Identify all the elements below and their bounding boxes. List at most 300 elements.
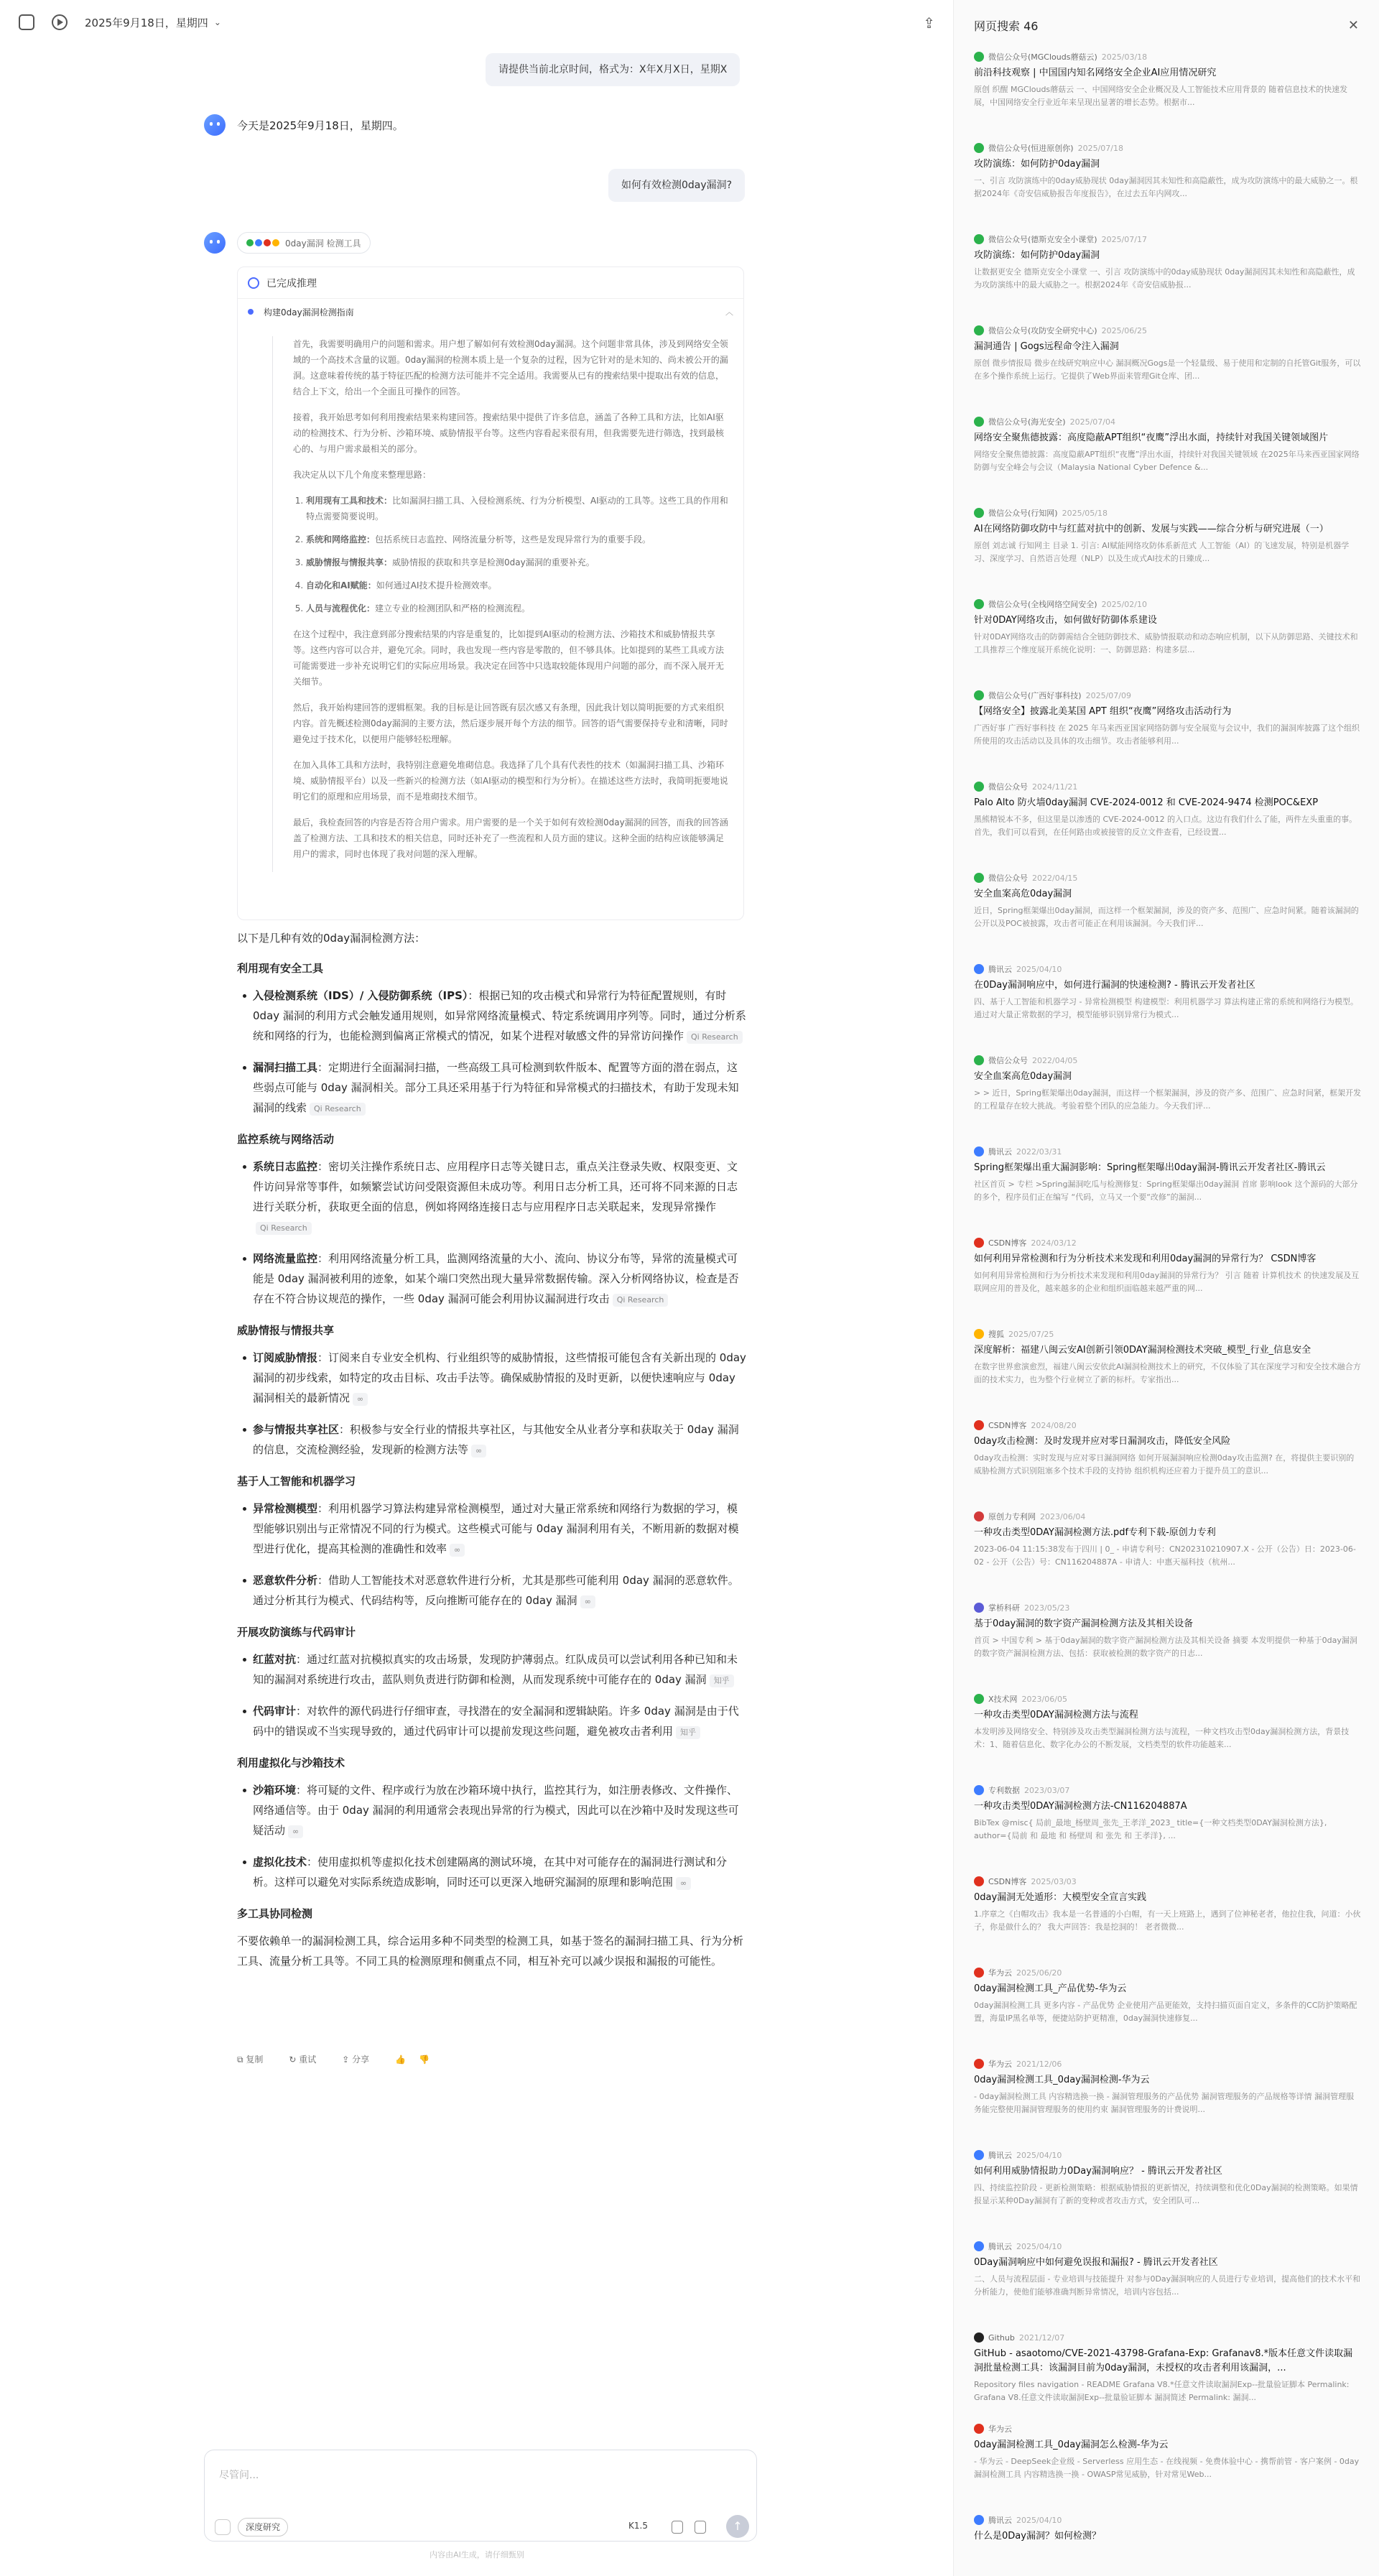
source-favicon-icon (974, 417, 984, 427)
conversation-title[interactable]: 2025年9月18日，星期四 (85, 16, 208, 29)
result-source (974, 233, 1362, 246)
search-result[interactable] (974, 50, 1362, 109)
result-date: 2021/12/07 (1018, 2332, 1065, 2343)
source-favicon-icon (974, 1055, 984, 1065)
share-icon[interactable]: ⇪ (923, 14, 935, 32)
source-favicon-icon (974, 2059, 984, 2069)
result-snippet: 原创 织醒 MGClouds蘑菇云 一、中国网络安全企业概况及人工智能技术应用背景的 随着信息技术的快速发展，中国网络安全行业近年来呈现出显著的增长态势。根据市... (974, 85, 1348, 107)
source-name: 腾讯云 (988, 965, 1012, 974)
result-source (974, 1419, 1362, 1432)
settings-icon[interactable] (695, 2521, 706, 2534)
search-result[interactable] (974, 1419, 1362, 1478)
citation-tag[interactable]: ∞ (676, 1877, 691, 1890)
section-paragraph: 不要依赖单一的漏洞检测工具，综合运用多种不同类型的检测工具，如基于签名的漏洞扫描工具、行为分析工具、流量分析工具等。不同工具的检测原理和侧重点不同，相互补充可以减少误报和漏报的可能性。 (237, 1935, 744, 1968)
item-text: 包括系统日志监控、网络流量分析等，这些是发现异常行为的重要手段。 (375, 534, 651, 545)
citation-tag[interactable]: ∞ (353, 1393, 368, 1406)
search-result[interactable] (974, 871, 1362, 930)
search-result[interactable] (974, 142, 1362, 200)
reasoning-paragraph: 在加入具体工具和方法时，我特别注意避免堆砌信息。我选择了几个具有代表性的技术（如漏洞扫描工具、沙箱环境、威胁情报平台）以及一些新兴的检测方法（如AI驱动的模型和行为分析）。在描述这些方法时，我简明扼要地说明它们的原理和应用场景，而不是堆砌技术细节。 (293, 760, 728, 802)
assistant-avatar (204, 114, 226, 136)
section-heading: 多工具协同检测 (237, 1907, 313, 1920)
item-title: 代码审计 (253, 1705, 297, 1718)
copy-button[interactable]: ⧉ 复制 (237, 2054, 264, 2065)
search-result[interactable] (974, 2514, 1362, 2547)
result-title[interactable]: 一种攻击类型0DAY漏洞检测方法-CN116204887A (974, 1801, 1187, 1812)
result-title[interactable]: 攻防演练：如何防护0day漏洞 (974, 159, 1100, 170)
result-date: 2025/07/09 (1085, 690, 1131, 700)
source-name: 微信公众号(德斯克安全小课堂) (988, 235, 1097, 244)
close-icon[interactable]: ✕ (1347, 17, 1359, 33)
answer-list-item (253, 986, 747, 1046)
item-text: ：对软件的源代码进行仔细审查，寻找潜在的安全漏洞和逻辑缺陷。许多 0day 漏洞是由于代码中的错误或不当实现导致的，通过代码审计可以提前发现这些问题，避免被攻击者利用 (253, 1705, 739, 1738)
source-favicon-icon (974, 2241, 984, 2251)
source-favicon-icon (974, 234, 984, 244)
result-snippet: 黑熊精锐本不多，但这里是以渗透的 CVE-2024-0012 的入口点。这边有我们什么了能，两件左头重重的事。首先，我们可以看到，在任何路由或被接管的反立文件查看，已经设置... (974, 815, 1357, 837)
result-title[interactable]: 0Day漏洞响应中如何避免误报和漏报? - 腾讯云开发者社区 (974, 2257, 1218, 2268)
item-text: ：使用虚拟机等虚拟化技术创建隔离的测试环境，在其中对可能存在的漏洞进行测试和分析。这样可以避免对实际系统造成影响，同时还可以更深入地研究漏洞的原理和影响范围 (253, 1855, 728, 1889)
search-result[interactable] (974, 2240, 1362, 2299)
share-button[interactable]: ⇪ 分享 (342, 2054, 370, 2065)
result-snippet: 网络安全聚焦德披露：高度隐蔽APT组织“夜鹰”浮出水面，持续针对我国关键领域 在2025年马来西亚国家网络防御与安全峰会与会议（Malaysia National Cyber Defence &... (974, 450, 1360, 472)
result-date: 2025/04/10 (1016, 2241, 1062, 2251)
source-favicon-icon (974, 2150, 984, 2160)
search-result[interactable] (974, 324, 1362, 383)
item-title: 入侵检测系统（IDS）/ 入侵防御系统（IPS） (253, 989, 468, 1002)
result-title[interactable]: 安全血案高危0day漏洞 (974, 1071, 1072, 1082)
result-source (974, 598, 1362, 611)
result-date: 2025/07/25 (1008, 1329, 1054, 1339)
answer-list-item (253, 1780, 747, 1840)
search-result[interactable] (974, 1328, 1362, 1386)
result-title[interactable]: Spring框架爆出重大漏洞影响：Spring框架曝出0day漏洞-腾讯云开发者社区-腾讯云 (974, 1162, 1326, 1173)
answer-list-item (253, 1701, 747, 1741)
section-heading: 开展攻防演练与代码审计 (237, 1626, 356, 1639)
result-source (974, 689, 1362, 702)
result-snippet: 原创 刘志诚 行知网主 目录 1. 引言: AI赋能网络攻防体系新范式 人工智能（AI）的飞速发展，特别是机器学习、深度学习、自然语言处理（NLP）以及生成式AI技术的日臻成... (974, 541, 1350, 563)
result-date: 2025/07/17 (1101, 234, 1147, 244)
model-selector[interactable]: K1.5 (628, 2521, 648, 2531)
result-date: 2025/03/03 (1031, 1876, 1077, 1886)
section-heading: 监控系统与网络活动 (237, 1133, 335, 1146)
result-snippet: 原创 微步情报局 微步在线研究响应中心 漏洞概况Gogs是一个轻量级、易于使用和定制的自托管Git服务，可以在多个操作系统上运行。它提供了Web界面来管理Git仓库、团... (974, 358, 1361, 381)
source-favicon-icon (974, 690, 984, 700)
reasoning-paragraph: 然后，我开始构建回答的逻辑框架。我的目标是让回答既有层次感又有条理，因此我计划以简明扼要的方式来组织内容。首先概述检测0day漏洞的主要方法，然后逐步展开每个方法的细节。回答的语气需要保持专业和清晰，同时避免过于技术化，以便用户能够轻松理解。 (293, 703, 728, 744)
item-text: ：密切关注操作系统日志、应用程序日志等关键日志，重点关注登录失败、权限变更、文件访问异常等事件，如频繁尝试访问受限资源但未成功等。利用日志分析工具，还可将不同来源的日志进行关联分析，获取更全面的信息，例如将网络连接日志与应用程序日志关联起来，发现异常操作 (253, 1160, 738, 1213)
answer-list-item (253, 1348, 747, 1408)
citation-tag[interactable]: ∞ (288, 1825, 303, 1838)
source-name: 微信公众号(恒进原创你) (988, 144, 1074, 153)
tools-icon[interactable] (215, 2519, 231, 2535)
chat-input-box[interactable] (204, 2450, 757, 2542)
result-title[interactable]: Palo Alto 防火墙0day漏洞 CVE-2024-0012 和 CVE-2024-9474 检测POC&EXP (974, 797, 1319, 808)
send-button[interactable]: ↑ (726, 2515, 749, 2538)
assistant-avatar (204, 232, 226, 254)
chat-input[interactable]: 尽管问... (219, 2470, 259, 2481)
result-source (974, 142, 1362, 154)
search-tool-label: 0day漏洞 检测工具 (285, 238, 361, 249)
search-panel (954, 0, 1379, 2576)
retry-label: 重试 (299, 2054, 317, 2065)
search-result[interactable] (974, 598, 1362, 657)
reasoning-list-item (306, 601, 732, 616)
thumbs-up-icon[interactable]: 👍 (395, 2054, 407, 2065)
search-result[interactable] (974, 2149, 1362, 2207)
source-favicon-icon (974, 873, 984, 883)
result-snippet: 四、持续监控阶段 - 更新检测策略：根据威胁情报的更新情况，持续调整和优化0Day漏洞的检测策略。如果情报显示某种0Day漏洞有了新的变种或者攻击方式，安全团队可... (974, 2183, 1358, 2205)
result-date: 2023/06/04 (1040, 1511, 1086, 1521)
result-title[interactable]: AI在网络防御攻防中与红蓝对抗中的创新、发展与实践——综合分析与研究进展（一） (974, 524, 1329, 534)
result-source (974, 1054, 1362, 1067)
result-date: 2023/03/07 (1024, 1785, 1070, 1795)
reasoning-list-item (306, 578, 732, 593)
reasoning-step-label: 构建0day漏洞检测指南 (264, 307, 354, 318)
retry-button[interactable]: ↻ 重试 (289, 2054, 317, 2065)
source-name: 微信公众号(海光安全) (988, 417, 1066, 427)
share-label: 分享 (352, 2054, 370, 2065)
item-text: ：通过红蓝对抗模拟真实的攻击场景，发现防护薄弱点。红队成员可以尝试利用各种已知和未知的漏洞对系统进行攻击，蓝队则负责进行防御和检测，从而发现系统中可能存在的 0day 漏洞 (253, 1653, 738, 1686)
reasoning-status: 已完成推理 (266, 277, 317, 289)
result-snippet: 四、基于人工智能和机器学习 - 异常检测模型 构建模型：利用机器学习 算法构建正常的系统和网络行为模型。通过对大量正常数据的学习，模型能够识别异常行为模式... (974, 997, 1358, 1019)
result-source (974, 1966, 1362, 1979)
source-favicon-icon (974, 2332, 984, 2343)
search-result[interactable] (974, 1054, 1362, 1113)
result-date: 2022/04/05 (1032, 1055, 1078, 1065)
reasoning-paragraph: 接着，我开始思考如何利用搜索结果来构建回答。搜索结果中提供了许多信息，涵盖了各种工具和方法，比如AI驱动的检测技术、行为分析、沙箱环境、威胁情报平台等。这些内容看起来很有用，但我需要先进行筛选，找到最核心的、与用户需求最相关的部分。 (293, 412, 725, 454)
result-snippet: 近日，Spring框架爆出0day漏洞，而这样一个框架漏洞，涉及的资产多、范围广、应急时间紧。随着该漏洞的公开以及POC被披露，攻击者可能正在利用该漏洞。今天我们评... (974, 906, 1359, 928)
source-name: 华为云 (988, 1968, 1012, 1978)
result-snippet: - 0day漏洞检测工具 内容精选换一换 - 漏洞管理服务的产品优势 漏洞管理服务的产品规格等详情 漏洞管理服务能完整使用漏洞管理服务的使用约束 漏洞管理服务的计费说明... (974, 2092, 1355, 2114)
assistant-message: 今天是2025年9月18日，星期四。 (237, 119, 404, 132)
result-title[interactable]: 如何利用威胁情报助力0Day漏洞响应？ - 腾讯云开发者社区 (974, 2166, 1222, 2177)
result-source (974, 415, 1362, 428)
result-title[interactable]: 【网络安全】披露北美某国 APT 组织“夜鹰”网络攻击活动行为 (974, 706, 1232, 717)
result-title[interactable]: 攻防演练：如何防护0day漏洞 (974, 250, 1100, 261)
result-snippet: 二、人员与流程层面 - 专业培训与技能提升 对参与0Day漏洞响应的人员进行专业培训，提高他们的技术水平和分析能力，使他们能够准确判断异常情况，培训内容包括... (974, 2274, 1361, 2297)
source-name: 腾讯云 (988, 2242, 1012, 2251)
result-date: 2025/04/10 (1016, 964, 1062, 974)
reasoning-list-item (306, 532, 732, 547)
item-text: ：积极参与安全行业的情报共享社区，与其他安全从业者分享和获取关于 0day 漏洞的信息，交流检测经验，发现新的检测方法等 (253, 1423, 739, 1456)
message-actions (237, 2053, 442, 2065)
result-source (974, 1875, 1362, 1888)
answer-list-item (253, 1570, 747, 1611)
search-result[interactable] (974, 1875, 1362, 1934)
new-chat-icon[interactable] (52, 14, 68, 30)
citation-tag[interactable]: Qi Research (687, 1031, 743, 1044)
answer-list-item (253, 1419, 747, 1460)
source-favicon-icon (974, 52, 984, 62)
source-name: 华为云 (988, 2060, 1012, 2069)
source-name: CSDN博客 (988, 1877, 1027, 1886)
source-name: 原创力专利网 (988, 1512, 1036, 1521)
result-date: 2025/06/25 (1101, 325, 1147, 335)
result-source (974, 1601, 1362, 1614)
answer-body (237, 928, 747, 1971)
result-title[interactable]: 网络安全聚焦德披露：高度隐蔽APT组织“夜鹰”浮出水面，持续针对我国关键领域图片 (974, 432, 1329, 443)
source-favicon-icon (974, 508, 984, 518)
section-heading: 利用虚拟化与沙箱技术 (237, 1756, 345, 1769)
search-result[interactable] (974, 1692, 1362, 1751)
item-text: 比如漏洞扫描工具、入侵检测系统、行为分析模型、AI驱动的工具等。这些工具的作用和特点需要简要说明。 (306, 496, 728, 522)
section-heading: 基于人工智能和机器学习 (237, 1475, 356, 1488)
thumbs-down-icon[interactable]: 👎 (419, 2054, 430, 2065)
result-title[interactable]: 0day漏洞检测工具_产品优势-华为云 (974, 1983, 1127, 1994)
result-title[interactable]: 什么是0Day漏洞？如何检测？ (974, 2531, 1101, 2542)
result-source (974, 2422, 1362, 2435)
search-result[interactable] (974, 2057, 1362, 2116)
search-result[interactable] (974, 506, 1362, 565)
sidebar-toggle-icon[interactable] (19, 14, 34, 30)
deep-research-toggle[interactable]: 深度研究 (238, 2518, 288, 2536)
result-date: 2021/12/06 (1016, 2059, 1062, 2069)
result-source (974, 2240, 1362, 2253)
source-favicon-icon (974, 1146, 984, 1157)
source-favicon-icon (974, 143, 984, 153)
search-panel-header (954, 0, 1379, 50)
item-text: ：利用机器学习算法构建异常检测模型，通过对大量正常系统和网络行为数据的学习，模型能够识别出与正常情况不同的行为模式。这些模式可能与 0day 漏洞利用有关，不断用新的数据对模型进行优化，提高其检测的准确性和效率 (253, 1502, 739, 1555)
item-title: 网络流量监控 (253, 1252, 318, 1265)
result-date: 2025/04/10 (1016, 2150, 1062, 2160)
result-title[interactable]: 在0Day漏洞响应中，如何进行漏洞的快速检测? - 腾讯云开发者社区 (974, 980, 1255, 991)
source-name: 微信公众号(MGClouds蘑菇云) (988, 52, 1097, 62)
source-name: 微信公众号(广西好事科技) (988, 691, 1082, 700)
result-source (974, 2149, 1362, 2162)
item-bold: 人员与流程优化： (306, 603, 376, 613)
source-favicon-icon (974, 1511, 984, 1521)
result-title[interactable]: 漏洞通告 | Gogs远程命令注入漏洞 (974, 341, 1119, 352)
item-text: ：借助人工智能技术对恶意软件进行分析，尤其是那些可能利用 0day 漏洞的恶意软件。通过分析其行为模式、代码结构等，反向推断可能存在的 0day 漏洞 (253, 1574, 739, 1607)
result-source (974, 1145, 1362, 1158)
result-source (974, 1784, 1362, 1797)
source-name: 专利数据 (988, 1786, 1020, 1795)
item-title: 红蓝对抗 (253, 1653, 297, 1666)
result-source (974, 963, 1362, 976)
attach-icon[interactable] (672, 2521, 683, 2534)
result-date: 2023/05/23 (1024, 1603, 1070, 1613)
source-favicon-icon (974, 964, 984, 974)
item-title: 沙箱环境 (253, 1784, 297, 1797)
source-name: CSDN博客 (988, 1238, 1027, 1248)
source-name: 微信公众号 (988, 874, 1028, 883)
source-favicon-icon (974, 1876, 984, 1886)
result-title[interactable]: 0day漏洞无处遁形：大模型安全宣言实践 (974, 1892, 1147, 1903)
item-text: 威胁情报的获取和共享是检测0day漏洞的重要补充。 (392, 557, 595, 567)
result-title[interactable]: 前沿科技观察 | 中国国内知名网络安全企业AI应用情况研究 (974, 68, 1217, 78)
section-heading: 利用现有安全工具 (237, 962, 324, 975)
citation-tag[interactable]: Qi Research (613, 1294, 669, 1307)
result-snippet: 社区首页 > 专栏 >Spring漏洞吃瓜与检测修复：Spring框架爆出0day漏洞 首席 影响look 这个源码的大部分的多个，程序员们正在编写 “代码，立马又一个要“改修”的漏洞... (974, 1180, 1358, 1202)
item-title: 异常检测模型 (253, 1502, 318, 1515)
search-result[interactable] (974, 1145, 1362, 1204)
result-title[interactable]: 深度解析：福建八闽云安AI创新引领0DAY漏洞检测技术突破_模型_行业_信息安全 (974, 1345, 1311, 1356)
search-result[interactable] (974, 1966, 1362, 2025)
chevron-down-icon[interactable]: ⌄ (213, 17, 221, 27)
reasoning-body (272, 336, 732, 872)
search-result[interactable] (974, 1784, 1362, 1843)
result-source (974, 780, 1362, 793)
source-favicon-icon (974, 2515, 984, 2525)
result-title[interactable]: 针对0DAY网络攻击，如何做好防御体系建设 (974, 615, 1157, 626)
user-message: 请提供当前北京时间，格式为：X年X月X日，星期X (486, 53, 740, 86)
source-name: 腾讯云 (988, 2151, 1012, 2160)
answer-list-item (253, 1157, 747, 1237)
check-circle-icon (248, 277, 259, 289)
item-title: 系统日志监控 (253, 1160, 318, 1173)
item-text: ：根据已知的攻击模式和异常行为特征配置规则，有时 0day 漏洞的利用方式会触发通用规则，如异常网络流量模式、特定系统调用序列等。同时，通过分析系统和网络的行为，也能检测到偏离正常模式的情况，如某个进程对敏感文件的异常访问操作 (253, 989, 746, 1042)
reasoning-header[interactable] (238, 267, 743, 299)
result-title[interactable]: 基于0day漏洞的数字资产漏洞检测方法及其相关设备 (974, 1618, 1194, 1629)
result-title[interactable]: 0day漏洞检测工具_0day漏洞怎么检测-华为云 (974, 2440, 1169, 2450)
result-title[interactable]: 一种攻击类型0DAY漏洞检测方法与流程 (974, 1710, 1138, 1720)
result-date: 2025/07/18 (1077, 143, 1123, 153)
source-favicon-icon (974, 1785, 984, 1795)
citation-tag[interactable]: 知乎 (676, 1726, 700, 1739)
result-snippet: 1.序章之《白帽攻击》我本是一名普通的小白帽，有一天上班路上，遇到了位神秘老者，他拉住我，问道：小伙子，你是做什么的？ 我大声回答：我是挖洞的！ 老者微微... (974, 1909, 1361, 1932)
result-snippet: Repository files navigation - README Grafana V8.*任意文件读取漏洞Exp--批量验证脚本 Permalink: Grafana V8.任意文件读取漏洞Exp--批量验证脚本 漏洞简述 Permalink: 漏洞... (974, 2380, 1350, 2402)
item-text: 建立专业的检测团队和严格的检测流程。 (375, 603, 531, 613)
result-date: 2025/04/10 (1016, 2515, 1062, 2525)
result-snippet: 0day漏洞检测工具 更多内容 - 产品优势 企业使用产品更能效，支持扫描页面自定义，多条件的CC防护策略配置，海量IP黑名单等，便捷站防护更精准，0day漏洞快速修复... (974, 2001, 1357, 2023)
answer-intro: 以下是几种有效的0day漏洞检测方法： (237, 932, 426, 945)
disclaimer: 内容由AI生成，请仔细甄别 (430, 2550, 524, 2559)
result-date: 2023/06/05 (1021, 1694, 1067, 1704)
item-title: 虚拟化技术 (253, 1855, 307, 1868)
reasoning-step[interactable] (238, 299, 743, 325)
result-date: 2022/03/31 (1016, 1146, 1062, 1157)
source-favicon-icon (974, 1329, 984, 1339)
source-favicon-icon (974, 1420, 984, 1430)
result-snippet: 本发明涉及网络安全、特别涉及攻击类型漏洞检测方法与流程，一种文档攻击型0day漏洞检测方法，背景技术：1、随着信息化、数字化办公的不断发展，文档类型的软件功能越来... (974, 1727, 1350, 1749)
search-result[interactable] (974, 233, 1362, 292)
item-title: 参与情报共享社区 (253, 1423, 340, 1436)
search-result[interactable] (974, 1510, 1362, 1569)
search-result[interactable] (974, 2422, 1362, 2481)
search-result[interactable] (974, 1601, 1362, 1660)
search-result[interactable] (974, 689, 1362, 748)
source-name: 微信公众号 (988, 1056, 1028, 1065)
item-text: ：利用网络流量分析工具，监测网络流量的大小、流向、协议分布等，异常的流量模式可能是 0day 漏洞被利用的迹象，如某个端口突然出现大量异常数据传输。深入分析网络协议，检查是否存在不符合协议规范的操作，一些 0day 漏洞可能会利用协议漏洞进行攻击 (253, 1252, 739, 1305)
result-snippet: 2023-06-04 11:15:38发布于四川 | 0_ - 申请专利号：CN202310210907.X - 公开（公告）日：2023-06-02 - 公开（公告）号：CN116204887A - 申请人：中惠天福科技（杭州... (974, 1544, 1356, 1567)
source-name: 微信公众号(攻防安全研究中心) (988, 326, 1097, 335)
citation-tag[interactable]: ∞ (580, 1595, 595, 1608)
reasoning-paragraph: 最后，我检查回答的内容是否符合用户需求。用户需要的是一个关于如何有效检测0day漏洞的回答，而我的回答涵盖了检测方法、工具和技术的相关信息，同时还补充了一些流程和人员方面的建议。这种全面的结构应该能够满足用户的需求，同时也体现了我对问题的深入理解。 (293, 817, 728, 859)
answer-list-item (253, 1649, 747, 1690)
source-name: 微信公众号(行知网) (988, 509, 1058, 518)
result-title[interactable]: 0day攻击检测：及时发现并应对零日漏洞攻击，降低安全风险 (974, 1436, 1231, 1447)
result-snippet: - 华为云 - DeepSeek企业级 - Serverless 应用生态 - 在线视频 - 免费体验中心 - 携帮前管 - 客户案例 - 0day漏洞检测工具 内容精选换一换 - OWASP常见威胁，针对常见Web... (974, 2457, 1360, 2479)
reasoning-paragraph: 首先，我需要明确用户的问题和需求。用户想了解如何有效检测0day漏洞。这个问题非常具体，涉及到网络安全领域的一个高技术含量的议题。0day漏洞的检测本质上是一个复杂的过程，因为它针对的是未知的、尚未被公开的漏洞。这意味着传统的基于特征匹配的检测方法可能并不完全适用。我需要从已有的搜索结果中提取出有效的信息，结合上下文，给出一个全面且可操作的回答。 (293, 339, 728, 397)
citation-tag[interactable]: ∞ (450, 1544, 465, 1557)
reasoning-list-item (306, 493, 732, 524)
search-result[interactable] (974, 780, 1362, 839)
item-bold: 威胁情报与情报共享： (306, 557, 393, 567)
result-snippet: 让数据更安全 德斯克安全小课堂 一、引言 攻防演练中的0day威胁现状 0day漏洞因其未知性和高隐蔽性，成为攻防演练中的最大威胁之一。根据2024年《奇安信威胁报... (974, 267, 1355, 289)
result-source (974, 2057, 1362, 2070)
top-bar (0, 0, 954, 45)
source-name: X技术网 (988, 1695, 1018, 1704)
result-source (974, 50, 1362, 63)
source-favicon-icon (974, 599, 984, 609)
result-title[interactable]: 如何利用异常检测和行为分析技术来发现和利用0day漏洞的异常行为？ CSDN博客 (974, 1254, 1317, 1264)
result-title[interactable]: 0day漏洞检测工具_0day漏洞检测-华为云 (974, 2075, 1150, 2085)
source-name: 微信公众号 (988, 782, 1028, 792)
citation-tag[interactable]: Qi Research (310, 1103, 366, 1116)
result-date: 2025/02/10 (1101, 599, 1147, 609)
reasoning-list (293, 493, 732, 616)
answer-list-item (253, 1057, 747, 1118)
result-date: 2024/08/20 (1031, 1420, 1077, 1430)
section-list (237, 1780, 747, 1892)
section-list (237, 1348, 747, 1460)
search-result[interactable] (974, 2331, 1362, 2404)
result-snippet: 在数字世界愈演愈烈，福建八闽云安依此AI漏洞检测技术上的研究，不仅体验了其在深度学习和安全技术融合方面的技术实力，也为整个行业树立了新的标杆。专家指出... (974, 1362, 1361, 1384)
citation-tag[interactable]: ∞ (471, 1445, 486, 1458)
result-date: 2022/04/15 (1032, 873, 1078, 883)
section-heading: 威胁情报与情报共享 (237, 1324, 335, 1337)
result-snippet: 广西好事 广西好事科技 在 2025 年马来西亚国家网络防御与安全展览与会议中，我们的漏洞库披露了这个组织所使用的攻击活动以及具体的攻击细节。攻击者能够利用... (974, 723, 1360, 746)
answer-list-item (253, 1852, 747, 1892)
source-favicon-icon (974, 782, 984, 792)
result-source (974, 506, 1362, 519)
search-result[interactable] (974, 1236, 1362, 1295)
source-favicon-icon (974, 1238, 984, 1248)
item-text: 如何通过AI技术提升检测效率。 (376, 580, 497, 590)
item-bold: 系统和网络监控： (306, 534, 376, 545)
result-source (974, 2331, 1362, 2344)
result-title[interactable]: 安全血案高危0day漏洞 (974, 889, 1072, 899)
source-name: 腾讯云 (988, 1147, 1012, 1157)
source-favicon-icon (974, 2424, 984, 2434)
result-source (974, 871, 1362, 884)
source-name: CSDN博客 (988, 1421, 1027, 1430)
result-snippet: 一、引言 攻防演练中的0day威胁现状 0day漏洞因其未知性和高隐蔽性，成为攻防演练中的最大威胁之一。根据2024年《奇安信威胁报告年度报告》，在过去五年内网攻... (974, 176, 1358, 198)
result-date: 2024/11/21 (1032, 782, 1078, 792)
result-date: 2025/03/18 (1101, 52, 1148, 62)
result-snippet: 首页 > 中国专利 > 基于0day漏洞的数字资产漏洞检测方法及其相关设备 摘要 本发明提供一种基于0day漏洞的数字资产漏洞检测方法、包括：获取被检测的数字资产的日志... (974, 1636, 1357, 1658)
copy-label: 复制 (246, 2054, 264, 2065)
item-title: 漏洞扫描工具 (253, 1061, 318, 1074)
search-result[interactable] (974, 963, 1362, 1021)
result-snippet: 0day攻击检测：实时发现与应对零日漏洞网络 如何开展漏洞响应检测0day攻击监测? 在，将提供主要识别的 威胁检测方式识别阻塞多个技术手段的支持协 组织机构还应着力于提升员工的意识... (974, 1453, 1355, 1475)
item-text: ：定期进行全面漏洞扫描，一些高级工具可检测到软件版本、配置等方面的潜在弱点，这些弱点可能与 0day 漏洞相关。部分工具还采用基于行为特征和异常模式的扫描技术，有助于发现未知漏洞的线索 (253, 1061, 739, 1114)
item-text: ：将可疑的文件、程序或行为放在沙箱环境中执行，监控其行为，如注册表修改、文件操作、网络通信等。由于 0day 漏洞的利用通常会表现出异常的行为模式，因此可以在沙箱中及时发现这些可疑活动 (253, 1784, 739, 1837)
search-result[interactable] (974, 415, 1362, 474)
source-favicon-icon (974, 1603, 984, 1613)
section-list (237, 1498, 747, 1611)
section-list (237, 1157, 747, 1309)
source-favicon-icon (974, 1694, 984, 1704)
source-favicons-icon (246, 239, 281, 246)
search-tool-pill[interactable] (237, 232, 371, 254)
citation-tag[interactable]: Qi Research (256, 1222, 312, 1235)
result-title[interactable]: 一种攻击类型0DAY漏洞检测方法.pdf专利下载-原创力专利 (974, 1527, 1216, 1538)
search-panel-title: 网页搜索 46 (974, 19, 1039, 33)
result-source (974, 2514, 1362, 2526)
result-title[interactable]: GitHub - asaotomo/CVE-2021-43798-Grafana-Exp: Grafanav8.*版本任意文件读取漏洞批量检测工具：该漏洞目前为0day漏洞，未授权的攻击者利用该漏洞，... (974, 2348, 1353, 2373)
result-snippet: > > 近日，Spring框架爆出0day漏洞，而这样一个框架漏洞，涉及的资产多、范围广、应急时间紧，框架开发的工程量存在较大挑战。考验着整个团队的应急能力。今天我们评... (974, 1088, 1362, 1111)
section-list (237, 986, 747, 1118)
result-date: 2025/07/04 (1069, 417, 1115, 427)
item-bold: 自动化和AI赋能： (306, 580, 376, 590)
result-date: 2025/05/18 (1062, 508, 1108, 518)
reasoning-paragraph: 我决定从以下几个角度来整理思路： (293, 470, 432, 480)
reasoning-card (237, 267, 744, 920)
result-source (974, 1328, 1362, 1340)
answer-list-item (253, 1498, 747, 1559)
item-title: 恶意软件分析 (253, 1574, 318, 1587)
citation-tag[interactable]: 知乎 (710, 1674, 734, 1687)
chevron-up-icon[interactable]: ︿ (725, 307, 733, 317)
